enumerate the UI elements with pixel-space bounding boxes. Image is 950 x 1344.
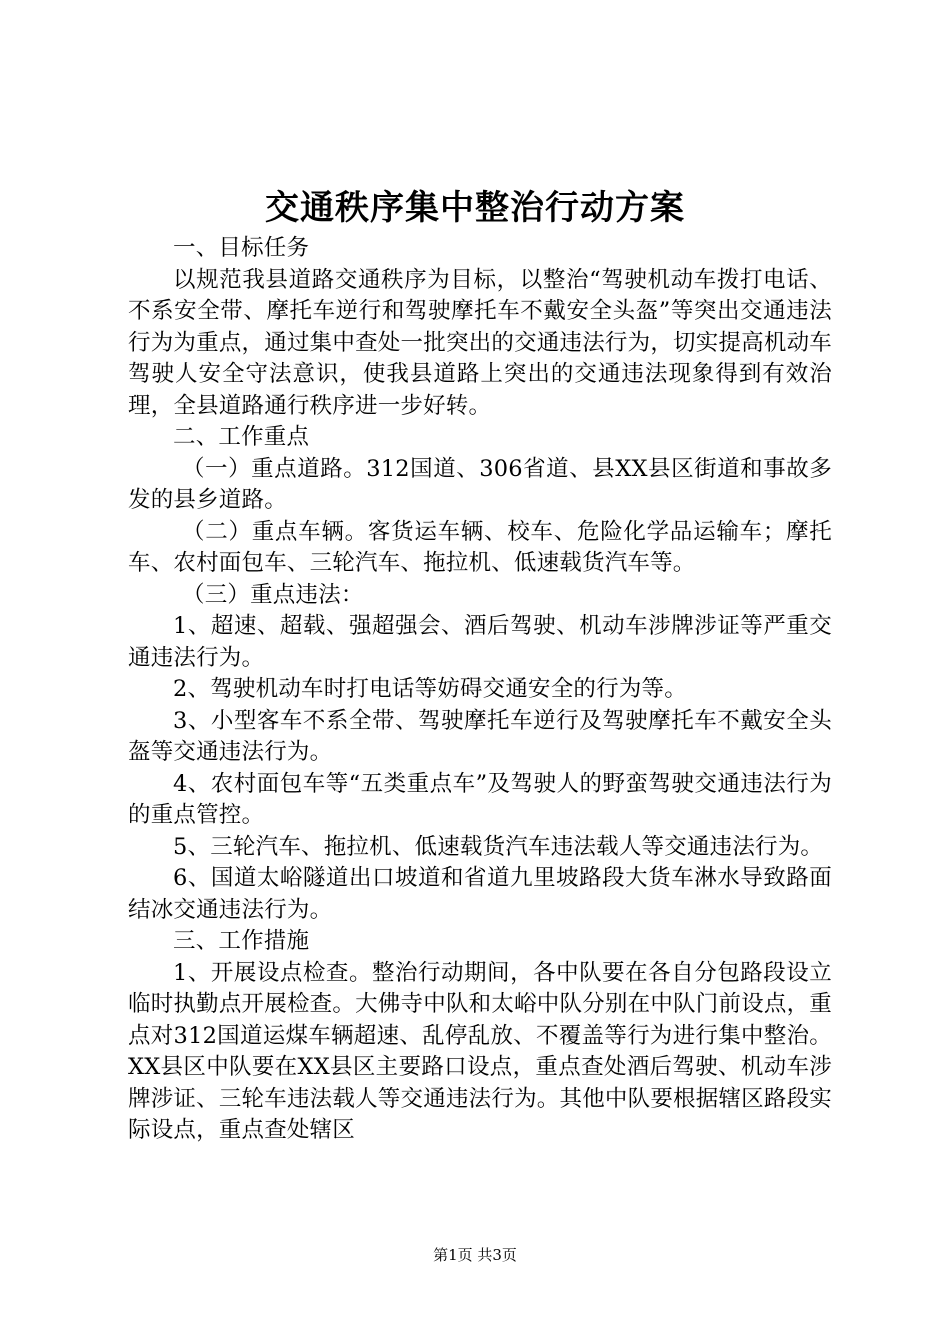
page-footer: 第1页 共3页 [433,1246,517,1264]
section-heading-2: 二、工作重点 [173,424,310,450]
paragraph-key-roads: （一）重点道路。312国道、306省道、县XX县区街道和事故多发的县乡道路。 [128,455,832,513]
paragraph-goal: 以规范我县道路交通秩序为目标，以整治“驾驶机动车拨打电话、不系安全带、摩托车逆行和驾驶摩托车不戴安全头盔”等突出交通违法行为为重点，通过集中查处一批突出的交通违法行为，切实提高机动车驾驶人安全守法意识，使我县道路上突出的交通违法现象得到有效治理，全县道路通行秩序进一步好转。 [128,266,832,419]
list-item-violation-2: 2、驾驶机动车时打电话等妨碍交通安全的行为等。 [173,676,687,702]
paragraph-key-violations: （三）重点违法： [182,581,364,608]
list-item-violation-4: 4、农村面包车等“五类重点车”及驾驶人的野蛮驾驶交通违法行为的重点管控。 [128,770,832,828]
list-item-violation-6: 6、国道太峪隧道出口坡道和省道九里坡路段大货车淋水导致路面结冰交通违法行为。 [128,865,832,923]
document-title: 交通秩序集中整治行动方案 [265,188,685,228]
list-item-violation-1: 1、超速、超载、强超强会、酒后驾驶、机动车涉牌涉证等严重交通违法行为。 [128,613,832,671]
list-item-violation-3: 3、小型客车不系全带、驾驶摩托车逆行及驾驶摩托车不戴安全头盔等交通违法行为。 [128,707,832,765]
paragraph-key-vehicles: （二）重点车辆。客货运车辆、校车、危险化学品运输车；摩托车、农村面包车、三轮汽车、拖拉机、低速载货汽车等。 [128,518,832,576]
list-item-violation-5: 5、三轮汽车、拖拉机、低速载货汽车违法载人等交通违法行为。 [173,833,824,860]
section-heading-1: 一、目标任务 [173,235,310,261]
paragraph-measure-1: 1、开展设点检查。整治行动期间，各中队要在各自分包路段设立临时执勤点开展检查。大佛寺中队和太峪中队分别在中队门前设点，重点对312国道运煤车辆超速、乱停乱放、不覆盖等行为进行集中整治。XX县区中队要在XX县区主要路口设点，重点查处酒后驾驶、机动车涉牌涉证、三轮车违法载人等交通违法行为。其他中队要根据辖区路段实际设点，重点查处辖区 [128,959,832,1143]
document-body [128,233,832,1147]
section-heading-3: 三、工作措施 [173,928,310,954]
